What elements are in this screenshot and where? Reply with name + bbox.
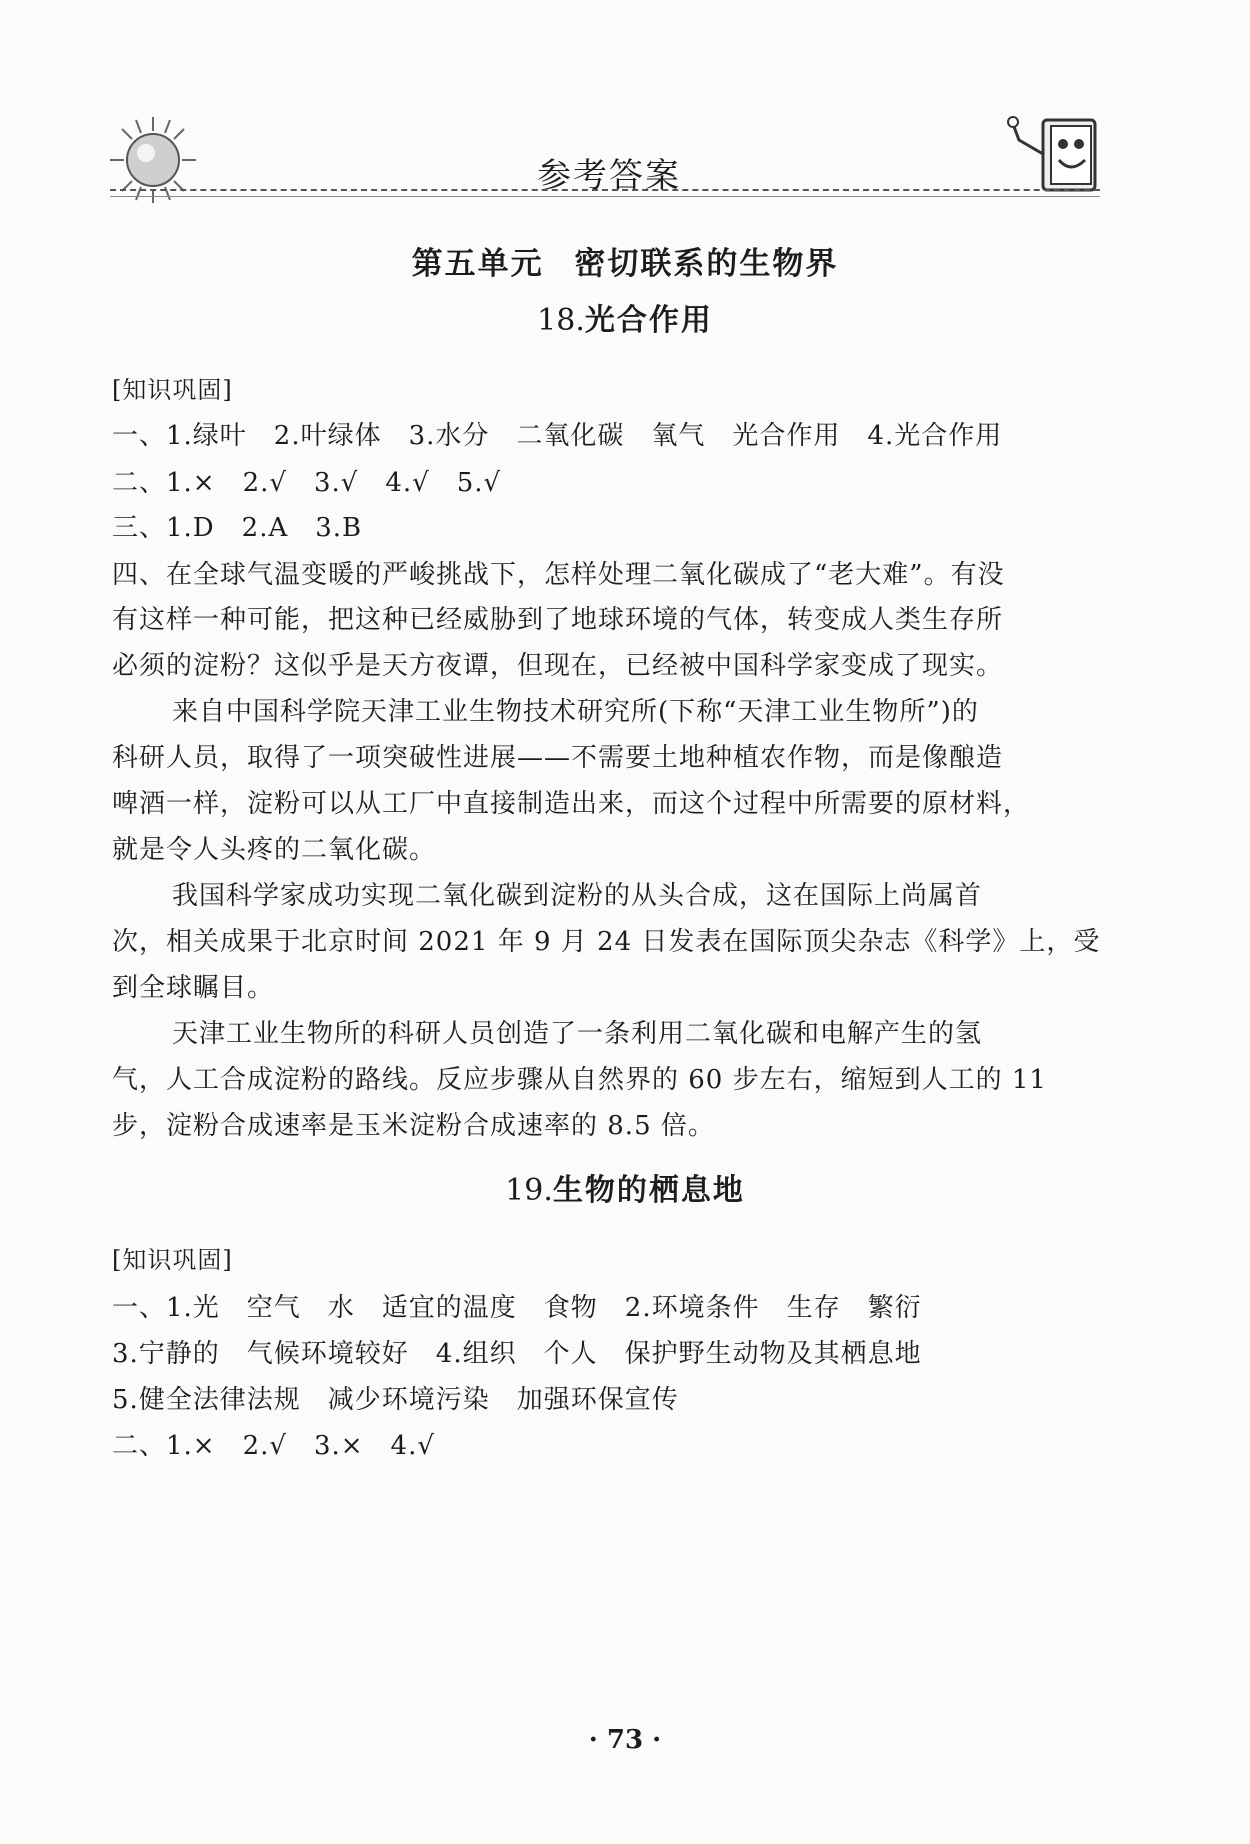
header-divider	[110, 189, 1100, 191]
section-19-title	[0, 1165, 1250, 1209]
answer-line: 天津工业生物所的科研人员创造了一条利用二氧化碳和电解产生的氢	[172, 1019, 983, 1049]
section-number: 19.	[505, 1173, 553, 1208]
knowledge-tag: [知识巩固]	[112, 1246, 233, 1274]
answer-line: 三、1.D 2.A 3.B	[112, 513, 363, 543]
answer-line: 次，相关成果于北京时间 2021 年 9 月 24 日发表在国际顶尖杂志《科学》上，受	[112, 927, 1101, 957]
answer-line: 二、1.× 2.√ 3.× 4.√	[112, 1431, 435, 1461]
answer-line: 步，淀粉合成速率是玉米淀粉合成速率的 8.5 倍。	[112, 1111, 715, 1141]
unit-title: 第五单元 密切联系的生物界	[411, 246, 839, 282]
answer-line: 我国科学家成功实现二氧化碳到淀粉的从头合成，这在国际上尚属首	[172, 881, 983, 911]
answer-line: 二、1.× 2.√ 3.√ 4.√ 5.√	[112, 468, 502, 498]
answer-line: 5.健全法律法规 减少环境污染 加强环保宣传	[112, 1385, 679, 1415]
header-title: 参考答案	[537, 156, 681, 196]
answer-line: 必须的淀粉？这似乎是天方夜谭，但现在，已经被中国科学家变成了现实。	[112, 651, 1004, 681]
answer-line: 四、在全球气温变暖的严峻挑战下，怎样处理二氧化碳成了“老大难”。有没	[112, 560, 1005, 590]
knowledge-tag: [知识巩固]	[112, 376, 233, 404]
answer-line: 气，人工合成淀粉的路线。反应步骤从自然界的 60 步左右，缩短到人工的 11	[112, 1065, 1047, 1095]
sun-icon	[108, 115, 198, 205]
answer-line: 有这样一种可能，把这种已经威胁到了地球环境的气体，转变成人类生存所	[112, 605, 1004, 635]
section-18-title	[0, 295, 1250, 339]
section-title-text: 光合作用	[584, 303, 713, 338]
answer-line: 一、1.绿叶 2.叶绿体 3.水分 二氧化碳 氧气 光合作用 4.光合作用	[112, 421, 1003, 451]
answer-line: 啤酒一样，淀粉可以从工厂中直接制造出来，而这个过程中所需要的原材料，	[112, 789, 1031, 819]
answer-line: 一、1.光 空气 水 适宜的温度 食物 2.环境条件 生存 繁衍	[112, 1293, 922, 1323]
answer-line: 就是令人头疼的二氧化碳。	[112, 835, 437, 865]
section-number: 18.	[537, 303, 585, 338]
answer-line: 来自中国科学院天津工业生物技术研究所(下称“天津工业生物所”)的	[172, 697, 979, 727]
answer-line: 科研人员，取得了一项突破性进展——不需要土地种植农作物，而是像酿造	[112, 743, 1004, 773]
answer-line: 到全球瞩目。	[112, 973, 275, 1003]
answer-line: 3.宁静的 气候环境较好 4.组织 个人 保护野生动物及其栖息地	[112, 1339, 922, 1369]
book-mascot-icon	[1005, 110, 1105, 200]
section-title-text: 生物的栖息地	[552, 1173, 745, 1208]
page-number: · 73 ·	[588, 1725, 662, 1755]
header-divider-line	[110, 196, 1100, 197]
